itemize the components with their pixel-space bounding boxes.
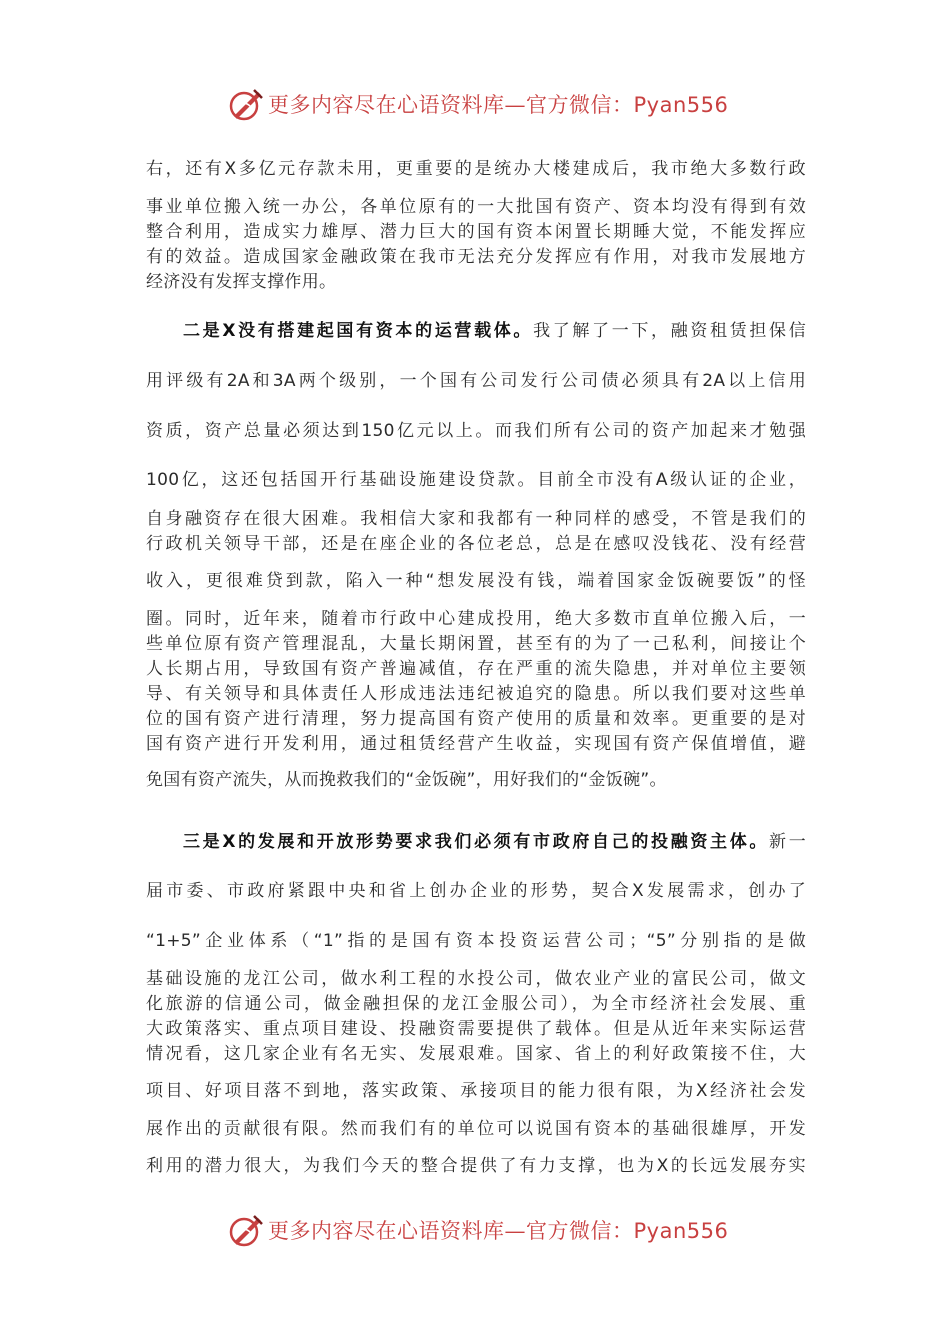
text-line: “1+5”企业体系（“1”指的是国有资本投资运营公司；“5”分别指的是做 — [146, 931, 806, 951]
text-line: 基础设施的龙江公司，做水利工程的水投公司，做农业产业的富民公司，做文 — [146, 969, 806, 989]
text-line: 经济没有发挥支撑作用。 — [146, 272, 337, 292]
paragraph-heading-line: 三是X的发展和开放形势要求我们必须有市政府自己的投融资主体。新一 — [183, 832, 806, 852]
text-line: 用评级有2A和3A两个级别，一个国有公司发行公司债必须具有2A以上信用 — [146, 371, 806, 391]
text-line: 情况看，这几家企业有名无实、发展艰难。国家、省上的利好政策接不住，大 — [146, 1044, 806, 1064]
text-line: 圈。同时，近年来，随着市行政中心建成投用，绝大多数市直单位搬入后，一 — [146, 609, 806, 629]
text-line: 有的效益。造成国家金融政策在我市无法充分发挥应有作用，对我市发展地方 — [146, 247, 806, 267]
text-line: 自身融资存在很大困难。我相信大家和我都有一种同样的感受，不管是我们的 — [146, 509, 806, 529]
paragraph-heading: 三是X的发展和开放形势要求我们必须有市政府自己的投融资主体。 — [183, 832, 770, 852]
text-line: 资质，资产总量必须达到150亿元以上。而我们所有公司的资产加起来才勉强 — [146, 421, 806, 441]
text-line: 利用的潜力很大，为我们今天的整合提供了有力支撑，也为X的长远发展夯实 — [146, 1156, 806, 1176]
paragraph-heading-line: 二是X没有搭建起国有资本的运营载体。我了解了一下，融资租赁担保信 — [183, 321, 806, 341]
pen-logo-icon — [228, 1212, 264, 1248]
text-line: 导、有关领导和具体责任人形成违法违纪被追究的隐患。所以我们要对这些单 — [146, 684, 806, 704]
paragraph-heading: 二是X没有搭建起国有资本的运营载体。 — [183, 321, 534, 341]
text-line: 事业单位搬入统一办公，各单位原有的一大批国有资产、资本均没有得到有效 — [146, 197, 806, 217]
banner-text: 更多内容尽在心语资料库—官方微信：Pyan556 — [268, 1219, 729, 1243]
text-line: 国有资产进行开发利用，通过租赁经营产生收益，实现国有资产保值增值，避 — [146, 734, 806, 754]
text-line: 些单位原有资产管理混乱，大量长期闲置，甚至有的为了一己私利，间接让个 — [146, 634, 806, 654]
text-line: 大政策落实、重点项目建设、投融资需要提供了载体。但是从近年来实际运营 — [146, 1019, 806, 1039]
text-line: 行政机关领导干部，还是在座企业的各位老总，总是在感叹没钱花、没有经营 — [146, 534, 806, 554]
text-line: 免国有资产流失，从而挽救我们的“金饭碗”，用好我们的“金饭碗”。 — [146, 770, 667, 790]
text-line: 整合利用，造成实力雄厚、潜力巨大的国有资本闲置长期睡大觉，不能发挥应 — [146, 222, 806, 242]
text-line: 展作出的贡献很有限。然而我们有的单位可以说国有资本的基础很雄厚，开发 — [146, 1119, 806, 1139]
footer-banner — [0, 1210, 950, 1250]
text-line: 位的国有资产进行清理，努力提高国有资产使用的质量和效率。更重要的是对 — [146, 709, 806, 729]
text-line: 人长期占用，导致国有资产普遍减值，存在严重的流失隐患，并对单位主要领 — [146, 659, 806, 679]
text-line: 右，还有X多亿元存款未用，更重要的是统办大楼建成后，我市绝大多数行政 — [146, 159, 806, 179]
banner-text: 更多内容尽在心语资料库—官方微信：Pyan556 — [268, 93, 729, 117]
wechat-id: Pyan556 — [633, 1219, 729, 1243]
text-line: 项目、好项目落不到地，落实政策、承接项目的能力很有限，为X经济社会发 — [146, 1081, 806, 1101]
text-line: 届市委、市政府紧跟中央和省上创办企业的形势，契合X发展需求，创办了 — [146, 881, 806, 901]
text-line: 100亿，这还包括国开行基础设施建设贷款。目前全市没有A级认证的企业， — [146, 470, 806, 490]
text-line: 收入，更很难贷到款，陷入一种“想发展没有钱，端着国家金饭碗要饭”的怪 — [146, 571, 806, 591]
wechat-id: Pyan556 — [633, 93, 729, 117]
text-line: 化旅游的信通公司，做金融担保的龙江金服公司），为全市经济社会发展、重 — [146, 994, 806, 1014]
